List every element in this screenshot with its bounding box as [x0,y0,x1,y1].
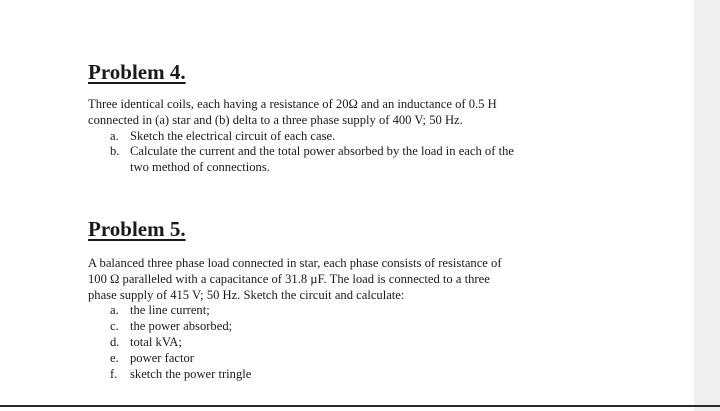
bottom-divider [0,405,720,407]
list-item [110,367,578,383]
list-item-line: total kVA; [130,334,182,349]
problem-4-statement [88,97,578,129]
list-item-line: sketch the power tringle [130,366,252,381]
list-item [110,351,578,367]
problem-4-title: Problem 4. [88,60,186,84]
list-item-line: the line current; [130,303,210,318]
list-item-text [130,129,335,145]
list-item [110,335,578,351]
list-item-line: Calculate the current and the total power absorbed by the load in each of the [130,144,514,159]
list-item [110,129,578,145]
statement-line: phase supply of 415 V; 50 Hz. Sketch the circuit and calculate: [88,287,405,302]
list-marker: e. [110,350,119,365]
list-item [110,144,578,176]
statement-line: 100 Ω paralleled with a capacitance of 31.8 µF. The load is connected to a three [88,271,490,286]
list-item-line: Sketch the electrical circuit of each case. [130,128,336,143]
problem-5 [88,217,578,382]
list-marker: a. [110,303,119,318]
problem-5-statement [88,256,578,303]
list-marker: c. [110,319,119,334]
problem-4 [88,60,578,176]
problem-4-tasks [110,129,578,176]
list-marker: a. [110,128,119,143]
statement-line: A balanced three phase load connected in star, each phase consists of resistance of [88,256,502,270]
list-marker: b. [110,144,120,159]
list-item-line: two method of connections. [130,160,270,175]
list-item [110,303,578,319]
list-item-text [130,144,514,176]
statement-line: connected in (a) star and (b) delta to a three phase supply of 400 V; 50 Hz. [88,112,463,127]
list-item-line: the power absorbed; [130,319,233,334]
statement-line: Three identical coils, each having a resistance of 20Ω and an inductance of 0.5 H [88,97,497,111]
page-gutter [694,0,720,411]
list-item [110,319,578,335]
list-marker: d. [110,334,120,349]
list-item-line: power factor [130,350,194,365]
problem-5-tasks [110,303,578,382]
problem-5-title: Problem 5. [88,217,186,241]
list-marker: f. [110,366,118,381]
